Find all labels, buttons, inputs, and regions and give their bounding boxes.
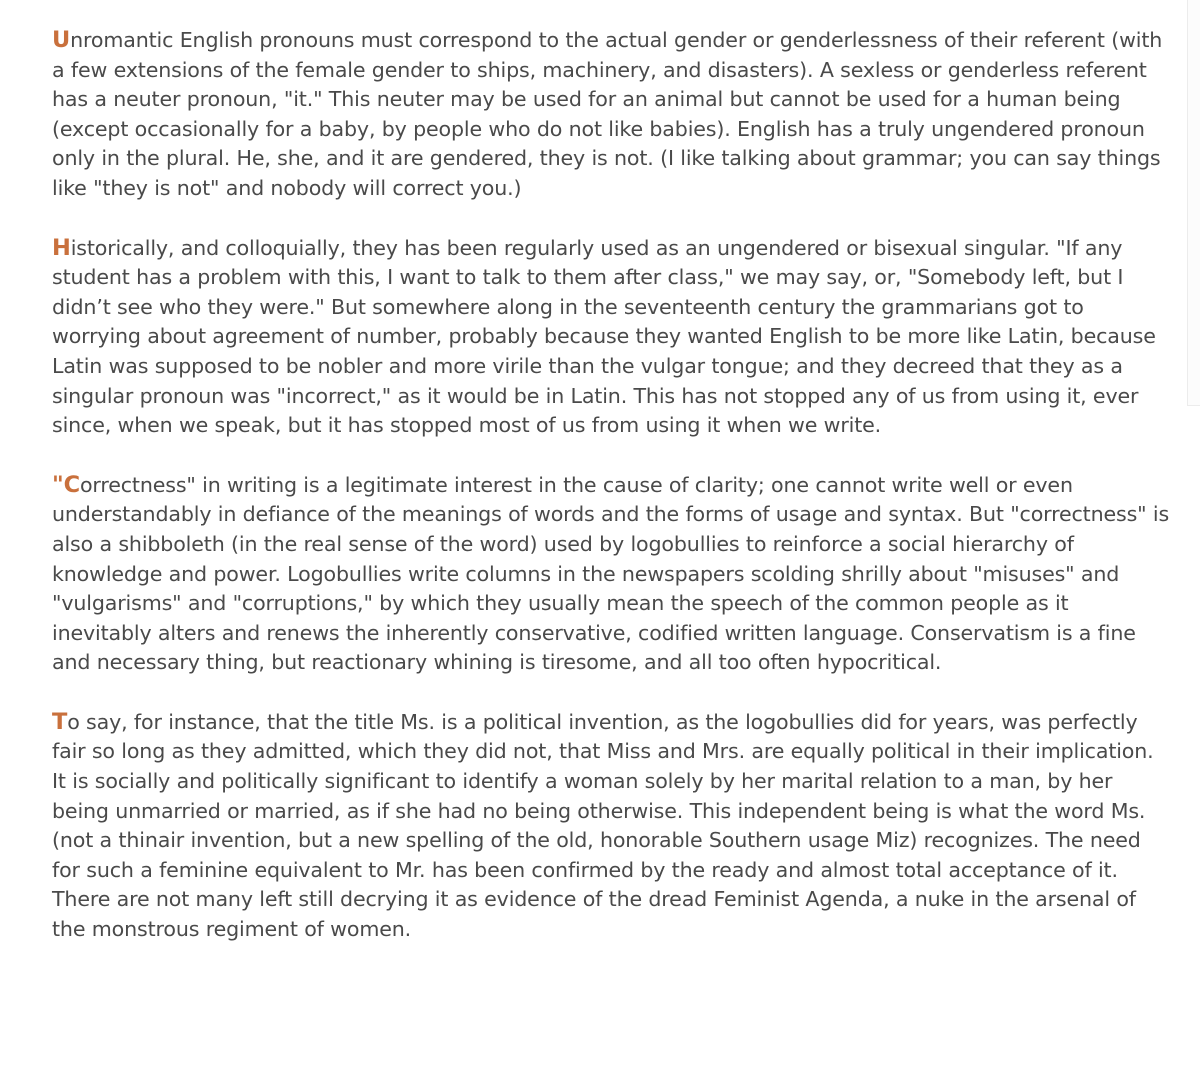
article-body [52, 26, 1172, 975]
paragraph-2 [52, 234, 1172, 441]
paragraph-3 [52, 471, 1172, 678]
paragraph-4 [52, 708, 1172, 945]
paragraph-text: orrectness" in writing is a legitimate interest in the cause of clarity; one cannot write well or even understandably in defiance of the meanings of words and the forms of usage and syntax. But "correctness" is also a shibboleth (in the real sense of the word) used by logobullies to reinforce a social hierarchy of knowledge and power. Logobullies write columns in the newspapers scolding shrilly about "misuses" and "vulgarisms" and "corruptions," by which they usually mean the speech of the common people as it inevitably alters and renews the inherently conservative, codified written language. Conservatism is a fine and necessary thing, but reactionary whining is tiresome, and all too often hypocritical. [52, 472, 1170, 675]
paragraph-text: nromantic English pronouns must correspond to the actual gender or genderlessness of their referent (with a few extensions of the female gender to ships, machinery, and disasters). A sexless or genderless referent has a neuter pronoun, "it." This neuter may be used for an animal but cannot be used for a human being (except occasionally for a baby, by people who do not like babies). English has a truly ungendered pronoun only in the plural. He, she, and it are gendered, they is not. (I like talking about grammar; you can say things like "they is not" and nobody will correct you.) [52, 28, 1163, 200]
paragraph-text: istorically, and colloquially, they has been regularly used as an ungendered or bisexual singular. "If any student has a problem with this, I want to talk to them after class," we may say, or, "Somebody left, but I didn’t see who they were." But somewhere along in the seventeenth century the grammarians got to worrying about agreement of number, probably because they wanted English to be more like Latin, because Latin was supposed to be nobler and more virile than the vulgar tongue; and they decreed that they as a singular pronoun was "incorrect," as it would be in Latin. This has not stopped any of us from using it, ever since, when we speak, but it has stopped most of us from using it when we write. [52, 235, 1156, 438]
initial-letter: U [52, 27, 71, 53]
paragraph-text: o say, for instance, that the title Ms. is a political invention, as the logobullies did for years, was perfectly fair so long as they admitted, which they did not, that Miss and Mrs. are equally political in their implication. It is socially and politically significant to identify a woman solely by her marital relation to a man, by her being unmarried or married, as if she had no being otherwise. This independent being is what the word Ms. (not a thinair invention, but a new spelling of the old, honorable Southern usage Miz) recognizes. The need for such a feminine equivalent to Mr. has been confirmed by the ready and almost total acceptance of it. There are not many left still decrying it as evidence of the dread Feminist Agenda, a nuke in the arsenal of the monstrous regiment of women. [52, 709, 1154, 942]
initial-letter: "C [52, 471, 80, 498]
initial-letter: H [52, 234, 71, 261]
initial-letter: T [52, 708, 68, 735]
paragraph-1 [52, 26, 1172, 204]
scrollbar-track[interactable] [1187, 0, 1200, 406]
